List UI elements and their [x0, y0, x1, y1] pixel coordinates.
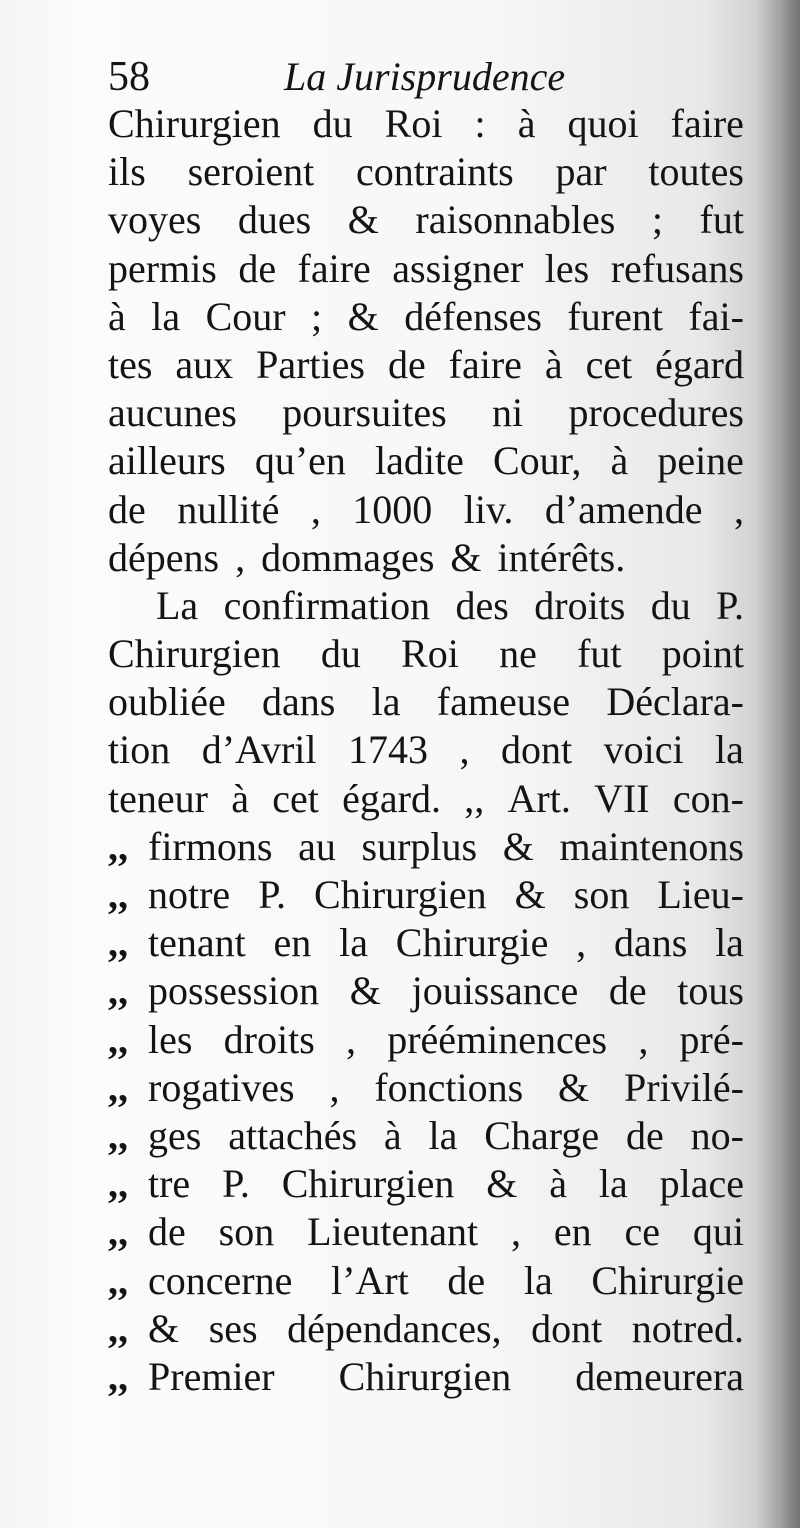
word: au	[298, 823, 336, 869]
quoted-line	[108, 1257, 744, 1305]
quote-mark: ,,	[108, 1161, 128, 1207]
word: La	[156, 582, 199, 628]
word: peine	[657, 438, 744, 484]
word: dont	[531, 1305, 603, 1351]
word: ,,	[464, 775, 485, 821]
word: nullité	[177, 486, 280, 532]
word: oubliée	[108, 679, 226, 725]
word: dans	[262, 679, 336, 725]
word: permis	[108, 245, 217, 291]
word: ;	[651, 197, 663, 243]
quote-mark: ,,	[108, 1209, 128, 1255]
text-line	[108, 293, 744, 341]
word: prééminences	[387, 1016, 608, 1062]
word: la	[151, 293, 181, 339]
word: dues	[237, 197, 312, 243]
word: raisonnables	[415, 197, 616, 243]
quoted-line	[108, 871, 744, 919]
word: &	[502, 823, 534, 869]
word: à	[549, 1161, 567, 1207]
text-line	[108, 678, 744, 726]
word: ,	[329, 1064, 340, 1110]
word: du	[312, 101, 353, 146]
word: P.	[258, 872, 287, 917]
quoted-line	[108, 1305, 744, 1353]
quoted-line-text	[148, 1112, 744, 1160]
word: &	[450, 534, 482, 580]
quote-mark: ,,	[108, 920, 128, 966]
word: ils	[108, 149, 146, 195]
word: faire	[670, 101, 744, 146]
word: confirmation	[223, 582, 431, 628]
word: contraints	[356, 149, 514, 195]
quoted-line	[108, 919, 744, 967]
word: aux	[175, 341, 234, 387]
word: de	[387, 341, 426, 387]
word: égard.	[342, 775, 441, 821]
word: ce	[624, 1209, 660, 1255]
word: ,	[638, 1016, 649, 1062]
quoted-line	[108, 1208, 744, 1256]
word: fameuse	[436, 679, 571, 725]
word: ses	[208, 1305, 258, 1351]
word: rogatives	[148, 1064, 295, 1110]
word: la	[428, 1112, 458, 1158]
word: refusans	[610, 245, 744, 291]
quoted-line-text	[148, 1208, 744, 1256]
word: à	[517, 101, 536, 146]
word: dommages	[261, 534, 435, 580]
word: à	[231, 775, 249, 821]
page-number: 58	[108, 54, 150, 100]
word: faire	[448, 341, 522, 387]
word: droits	[534, 582, 626, 628]
word: ges	[148, 1112, 202, 1158]
quoted-line-text	[148, 1353, 744, 1401]
quoted-line-text	[148, 1257, 744, 1305]
quoted-line-text	[148, 871, 744, 919]
word: possession	[148, 968, 320, 1014]
word: Premier	[148, 1353, 275, 1399]
word: des	[455, 582, 509, 628]
word: fut	[699, 197, 744, 243]
word: P.	[716, 582, 744, 628]
word: &	[349, 968, 381, 1014]
word: maintenons	[559, 823, 744, 869]
quoted-line	[108, 1160, 744, 1208]
word: dépens	[108, 534, 220, 580]
word: Chirurgien	[314, 872, 487, 917]
word: son	[573, 872, 630, 917]
word: ,	[510, 1209, 521, 1255]
word: à	[108, 293, 126, 339]
word: liv.	[463, 486, 514, 532]
word: Art.	[507, 775, 571, 821]
word: P.	[222, 1161, 250, 1207]
word: de	[148, 1209, 186, 1255]
word: tes	[108, 341, 153, 387]
word: en	[553, 1209, 592, 1255]
word: seroient	[187, 149, 315, 195]
word: fonctions	[374, 1064, 524, 1110]
word: Chirurgien	[281, 1161, 455, 1207]
quote-mark: ,,	[108, 1305, 128, 1351]
word: quoi	[567, 101, 639, 146]
word: son	[218, 1209, 275, 1255]
word: Roi	[401, 631, 459, 677]
word: la	[598, 1161, 628, 1207]
word: faire	[297, 245, 371, 291]
word: ,	[310, 486, 321, 532]
word: Déclara-	[606, 679, 744, 725]
word: de	[608, 968, 647, 1014]
word: concerne	[148, 1257, 293, 1303]
word: place	[659, 1161, 744, 1207]
word: Chirurgie	[591, 1257, 744, 1303]
quoted-line	[108, 1016, 744, 1064]
quoted-line-text	[148, 1160, 744, 1208]
word: notred.	[631, 1305, 744, 1351]
word: furent	[567, 293, 663, 339]
word: du	[650, 582, 691, 628]
page-gutter-shadow	[756, 0, 800, 1528]
word: Cour	[205, 293, 286, 339]
word: Cour,	[492, 438, 582, 484]
word: ladite	[375, 438, 464, 484]
word: la	[715, 727, 744, 773]
word: poursuites	[282, 390, 447, 436]
word: cet	[585, 341, 633, 387]
text-line	[108, 582, 744, 630]
quote-mark: ,,	[108, 1353, 128, 1399]
quoted-line	[108, 967, 744, 1015]
quoted-line-text	[148, 967, 744, 1015]
quoted-line	[108, 1112, 744, 1160]
word: voyes	[108, 197, 202, 243]
word: Chirurgien	[338, 1353, 512, 1399]
quote-mark: ,,	[108, 1064, 128, 1110]
word: point	[661, 631, 744, 677]
quoted-line-text	[148, 1016, 744, 1064]
word: intérêts.	[497, 534, 626, 580]
word: &	[558, 1064, 590, 1110]
word: tion	[108, 727, 171, 773]
body-text	[108, 100, 744, 1401]
word: la	[339, 920, 368, 966]
word: ,	[576, 920, 587, 966]
word: &	[347, 293, 379, 339]
word: les	[148, 1016, 193, 1062]
word: tre	[148, 1161, 191, 1207]
word: de	[447, 1257, 486, 1303]
word: no-	[690, 1112, 744, 1158]
word: ,	[346, 1016, 356, 1062]
page-header	[108, 52, 748, 102]
quoted-line	[108, 823, 744, 871]
word: &	[486, 1161, 518, 1207]
word: de	[625, 1112, 664, 1158]
word: Lieutenant	[307, 1209, 479, 1255]
word: en	[273, 920, 312, 966]
quoted-line	[108, 1353, 744, 1401]
word: qui	[692, 1209, 744, 1255]
running-title: La Jurisprudence	[284, 54, 566, 99]
word: ;	[311, 293, 323, 339]
word: 1000	[352, 486, 433, 532]
quote-mark: ,,	[108, 1016, 128, 1062]
quote-mark: ,,	[108, 968, 128, 1014]
word: con-	[672, 775, 744, 821]
word: aucunes	[108, 390, 237, 436]
word: dont	[500, 727, 573, 773]
word: demeurera	[575, 1353, 744, 1399]
text-line	[108, 486, 744, 534]
word: la	[523, 1257, 553, 1303]
word: notre	[148, 872, 231, 917]
word: de	[108, 486, 146, 532]
word: Chirurgien	[108, 101, 281, 146]
word: d’Avril	[201, 727, 317, 773]
word: :	[474, 101, 486, 146]
word: toutes	[648, 149, 744, 195]
word: à	[544, 341, 563, 387]
word: firmons	[148, 823, 273, 869]
word: Chirurgien	[108, 631, 281, 677]
word: dans	[613, 920, 688, 966]
quote-mark: ,,	[108, 823, 128, 869]
text-line	[108, 726, 744, 774]
text-line	[108, 100, 744, 148]
text-line	[108, 630, 744, 678]
quoted-line-text	[148, 823, 744, 871]
word: jouissance	[411, 968, 579, 1014]
word: pré-	[679, 1016, 744, 1062]
word: défenses	[404, 293, 542, 339]
text-line	[108, 245, 744, 293]
word: de	[238, 245, 277, 291]
word: surplus	[361, 823, 478, 869]
quoted-line-text	[148, 1305, 744, 1353]
word: à	[610, 438, 629, 484]
word: Roi	[384, 101, 443, 146]
word: fai-	[688, 293, 744, 339]
word: &	[347, 197, 379, 243]
quoted-line-text	[148, 919, 744, 967]
word: par	[555, 149, 607, 195]
word: cet	[272, 775, 319, 821]
word: Privilé-	[624, 1064, 744, 1110]
text-line	[108, 437, 744, 485]
word: attachés	[228, 1112, 358, 1158]
word: dépendances,	[287, 1305, 502, 1351]
word: assigner	[392, 245, 524, 291]
text-line	[108, 196, 744, 244]
word: la	[371, 679, 401, 725]
word: fut	[577, 631, 622, 677]
word: ailleurs	[108, 438, 226, 484]
word: voici	[603, 727, 684, 773]
word: la	[715, 920, 744, 966]
word: qu’en	[254, 438, 346, 484]
text-line	[108, 148, 744, 196]
word: Charge	[484, 1112, 600, 1158]
quoted-line-text	[148, 1064, 744, 1112]
text-line	[108, 389, 744, 437]
word: &	[148, 1305, 180, 1351]
word: teneur	[108, 775, 208, 821]
word: droits	[223, 1016, 315, 1062]
word: ne	[499, 631, 537, 677]
quote-mark: ,,	[108, 1112, 128, 1158]
word: ,	[235, 534, 246, 580]
word: Parties	[256, 341, 365, 387]
word: Lieu-	[657, 872, 744, 917]
text-line	[108, 534, 744, 582]
word: Chirurgie	[395, 920, 549, 966]
word: du	[320, 631, 361, 677]
text-line	[108, 775, 744, 823]
word: à	[383, 1112, 402, 1158]
word: 1743	[348, 727, 428, 773]
word: ni	[492, 390, 524, 436]
word: ,	[733, 486, 744, 532]
word: d’amende	[544, 486, 703, 532]
text-line	[108, 341, 744, 389]
word: égard	[655, 341, 744, 387]
word: ,	[459, 727, 470, 773]
word: procedures	[568, 390, 744, 436]
quote-mark: ,,	[108, 1257, 128, 1303]
word: &	[514, 872, 546, 917]
word: VII	[594, 775, 650, 821]
quote-mark: ,,	[108, 872, 128, 917]
word: l’Art	[331, 1257, 409, 1303]
quoted-line	[108, 1064, 744, 1112]
word: tenant	[148, 920, 246, 966]
word: les	[544, 245, 590, 291]
word: tous	[677, 968, 744, 1014]
